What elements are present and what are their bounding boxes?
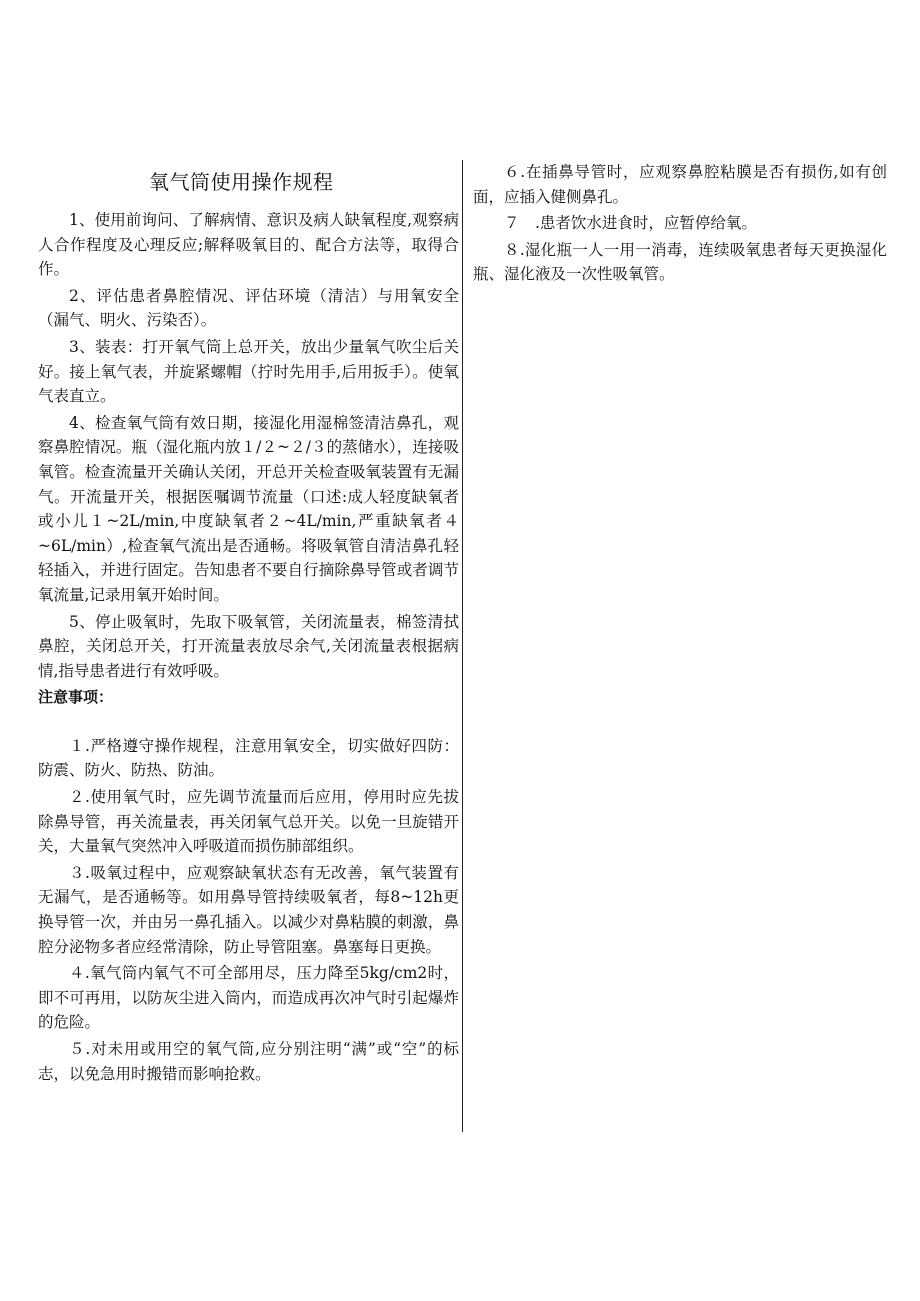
step-3: 3、装表：打开氧气筒上总开关，放出少量氧气吹尘后关好。接上氧气表，并旋紧螺帽（拧时先用手,后用扳手）。使氧气表直立。 bbox=[38, 337, 459, 406]
note-7: ７ .患者饮水进食时，应暂停给氧。 bbox=[504, 214, 757, 233]
left-column bbox=[38, 160, 459, 1088]
column-divider bbox=[462, 160, 463, 1132]
notes-heading: 注意事项： bbox=[38, 688, 114, 707]
page-title: 氧气筒使用操作规程 bbox=[149, 170, 334, 194]
note-1: １.严格遵守操作规程，注意用氧安全，切实做好四防：防震、防火、防热、防油。 bbox=[38, 736, 459, 780]
step-5: 5、停止吸氧时，先取下吸氧管，关闭流量表，棉签清拭鼻腔，关闭总开关，打开流量表放尽余气,关闭流量表根据病情,指导患者进行有效呼吸。 bbox=[38, 612, 459, 680]
step-4: 4、检查氧气筒有效日期，接湿化用湿棉签清洁鼻孔，观察鼻腔情况。瓶（湿化瓶内放１/２~２/３的蒸储水），连接吸氧管。检查流量开关确认关闭，开总开关检查吸氧装置有无漏气。开流量开关，根据医嘱调节流量（口述:成人轻度缺氧者或小儿１~2L/min,中度缺氧者２~4L/min,严重缺氧者４~6L/min）,检查氧气流出是否通畅。将吸氧管自清洁鼻孔轻轻插入，并进行固定。告知患者不要自行摘除鼻导管或者调节氧流量,记录用氧开始时间。 bbox=[38, 413, 459, 604]
note-3: ３.吸氧过程中，应观察缺氧状态有无改善，氧气装置有无漏气，是否通畅等。如用鼻导管持续吸氧者，每8~12h更换导管一次，并由另一鼻孔插入。以减少对鼻粘膜的刺激，鼻腔分泌物多者应经常清除，防止导管阻塞。鼻塞每日更换。 bbox=[38, 863, 459, 956]
notes-spacer bbox=[38, 710, 459, 734]
note-5: ５.对未用或用空的氧气筒,应分别注明“满”或“空”的标志，以免急用时搬错而影响抢救。 bbox=[38, 1040, 459, 1083]
note-6: ６.在插鼻导管时，应观察鼻腔粘膜是否有损伤,如有创面，应插入健侧鼻孔。 bbox=[473, 163, 887, 206]
right-column bbox=[473, 160, 887, 289]
step-2: 2、评估患者鼻腔情况、评估环境（清洁）与用氧安全（漏气、明火、污染否）。 bbox=[38, 286, 459, 330]
note-4: ４.氧气筒内氧气不可全部用尽，压力降至5kg/cm2时，即不可再用，以防灰尘进入筒内，而造成再次冲气时引起爆炸的危险。 bbox=[38, 964, 459, 1032]
note-2: ２.使用氧气时，应先调节流量而后应用，停用时应先拔除鼻导管，再关流量表，再关闭氧气总开关。以免一旦旋错开关，大量氧气突然冲入呼吸道而损伤肺部组织。 bbox=[38, 788, 459, 856]
note-8: ８.湿化瓶一人一用一消毒，连续吸氧患者每天更换湿化瓶、湿化液及一次性吸氧管。 bbox=[473, 240, 887, 284]
step-1: 1、使用前询问、了解病情、意识及病人缺氧程度,观察病人合作程度及心理反应;解释吸氧目的、配合方法等，取得合作。 bbox=[38, 211, 459, 279]
